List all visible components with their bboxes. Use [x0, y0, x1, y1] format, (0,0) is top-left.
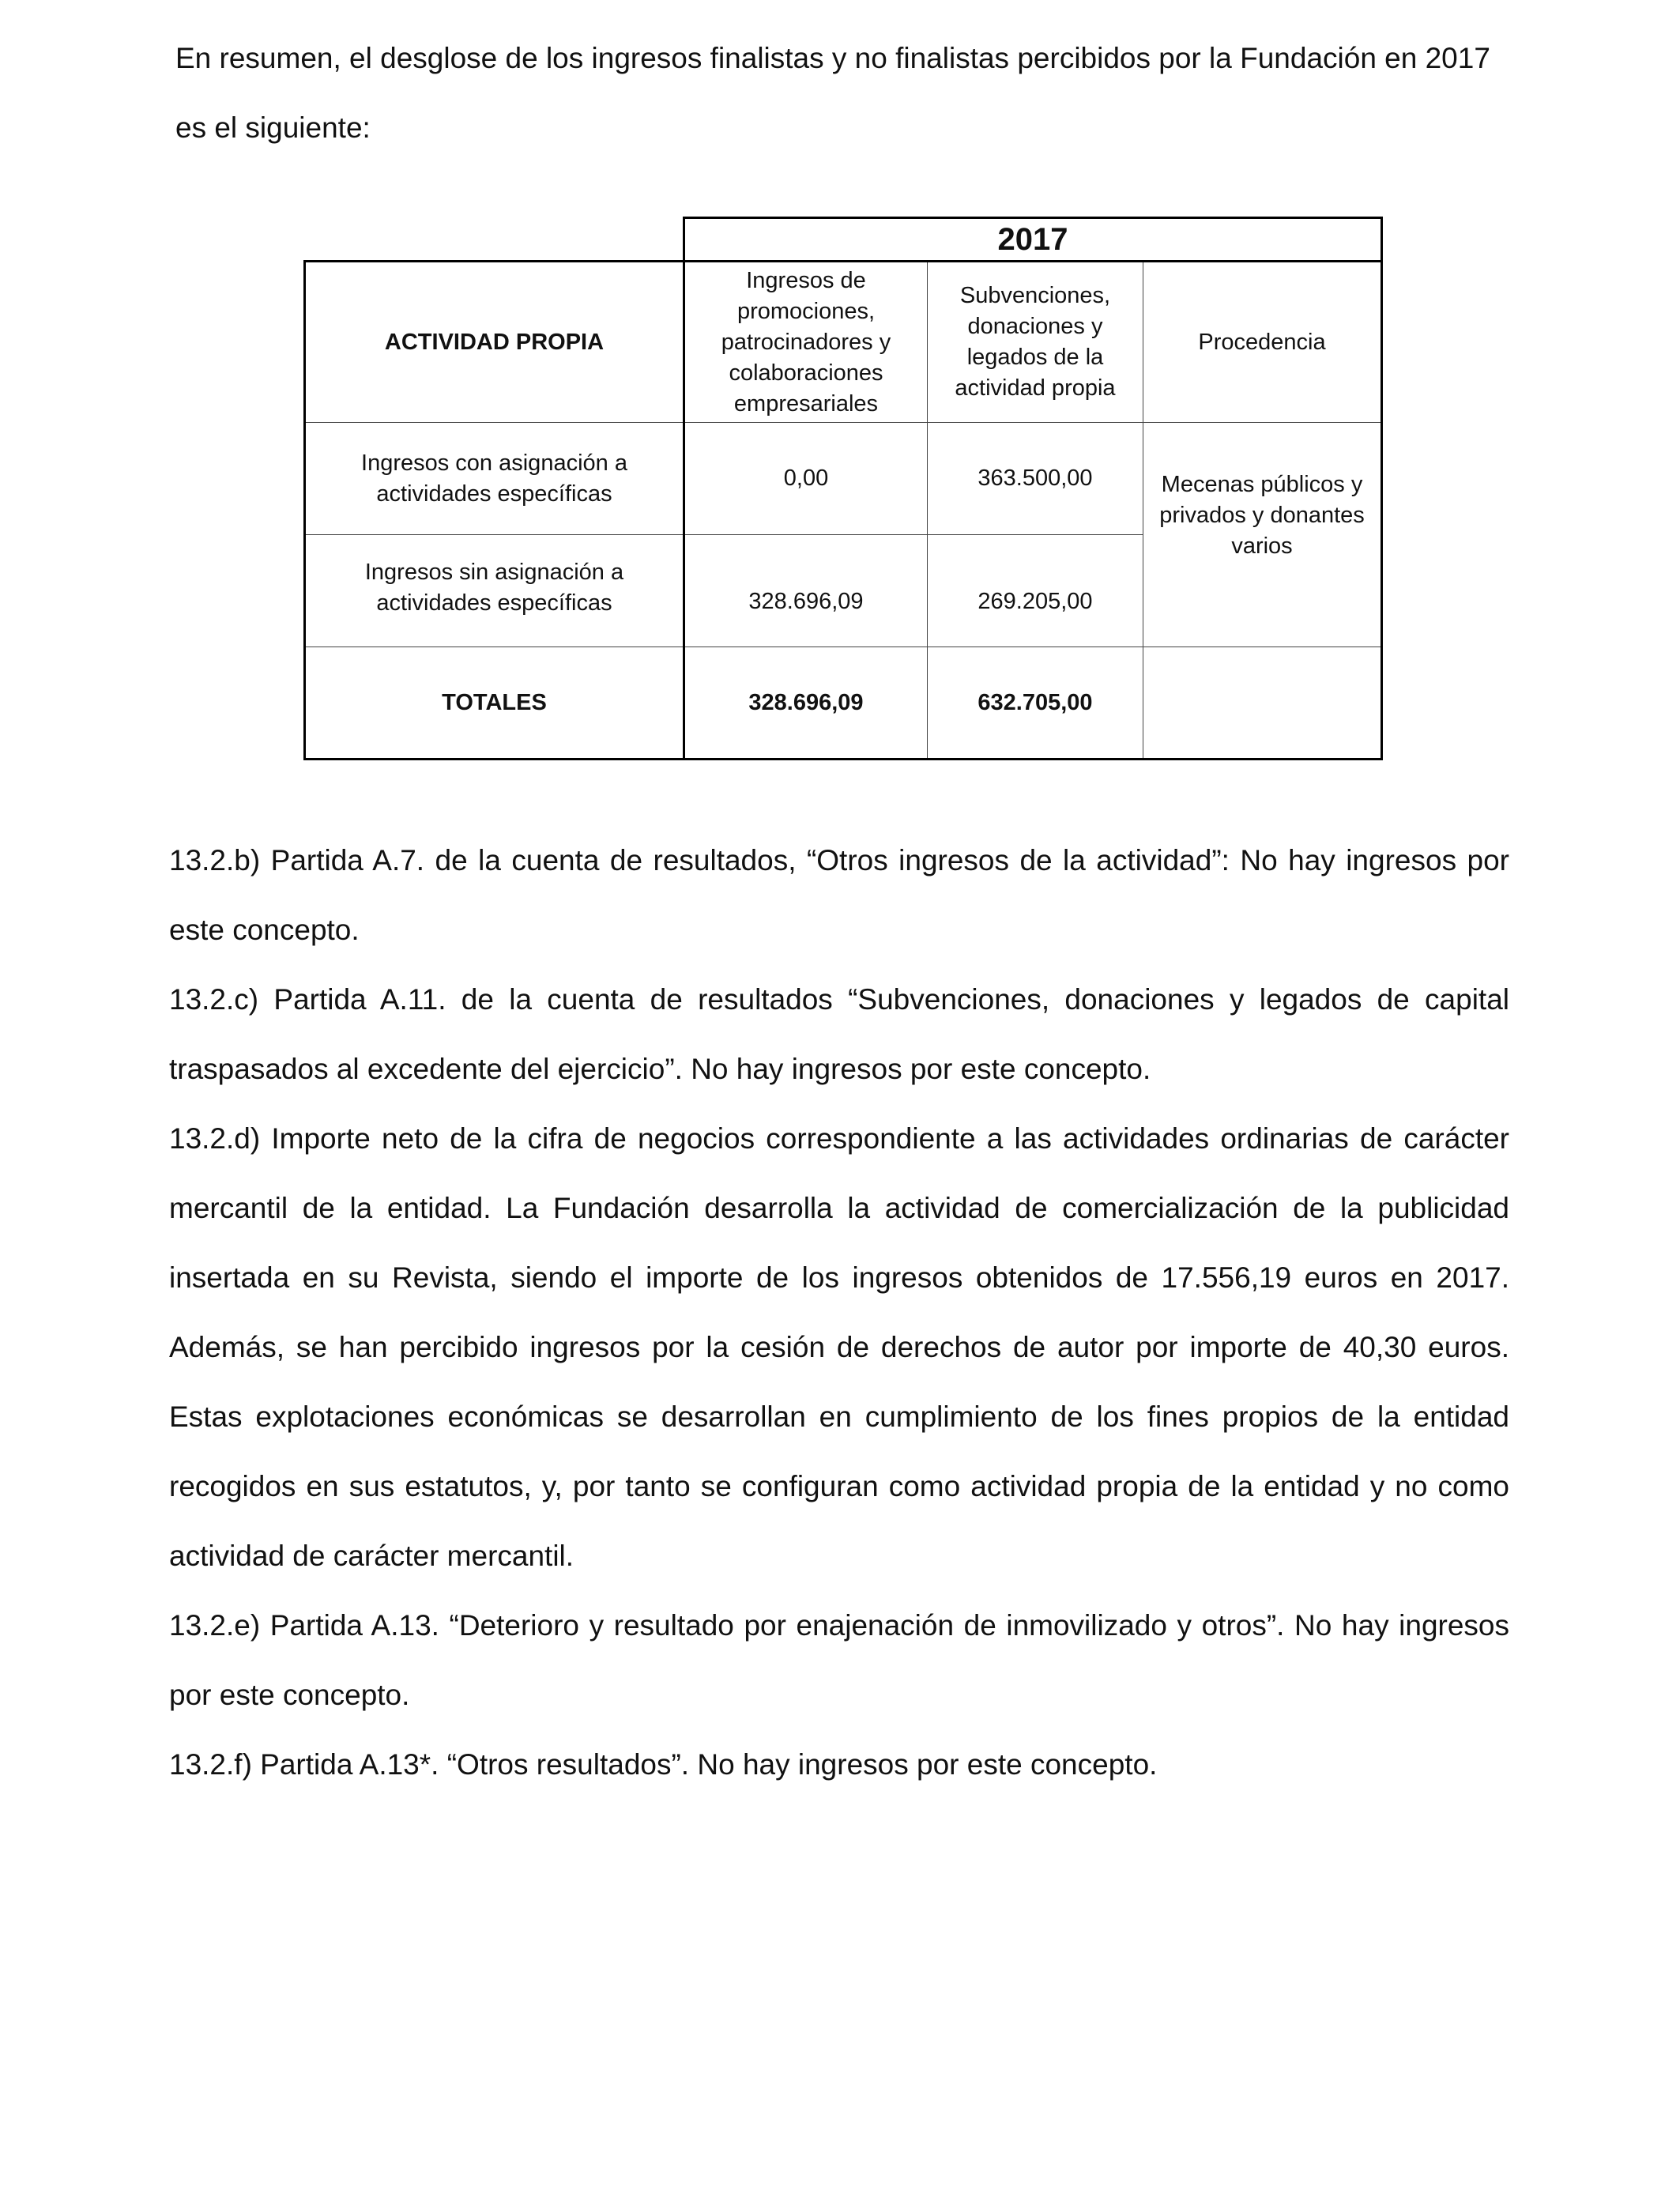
- row-subsidies-value: 363.500,00: [928, 423, 1143, 535]
- row-subsidies-value: 269.205,00: [928, 535, 1143, 647]
- column-header-row: [305, 262, 1382, 423]
- paragraph-13-2-f: 13.2.f) Partida A.13*. “Otros resultados”. No hay ingresos por este concepto.: [169, 1748, 1158, 1781]
- paragraph-13-2-b: 13.2.b) Partida A.7. de la cuenta de resultados, “Otros ingresos de la actividad”: No hay ingresos por este concepto.: [169, 844, 1509, 946]
- totals-row: [305, 647, 1382, 760]
- row-label: Ingresos con asignación a actividades específicas: [305, 423, 684, 535]
- totals-subsidies-value: 632.705,00: [928, 647, 1143, 760]
- year-header-row: [305, 218, 1382, 262]
- totals-origin-value: [1143, 647, 1382, 760]
- row-promotions-value: 328.696,09: [684, 535, 928, 647]
- income-summary-table: [303, 217, 1383, 760]
- activity-header: ACTIVIDAD PROPIA: [305, 262, 684, 423]
- paragraph-13-2-c: 13.2.c) Partida A.11. de la cuenta de resultados “Subvenciones, donaciones y legados de capital traspasados al excedente del ejercicio”. No hay ingresos por este concepto.: [169, 983, 1509, 1085]
- empty-corner-cell: [305, 218, 684, 262]
- income-summary-table-wrapper: [303, 217, 1383, 760]
- row-label: Ingresos sin asignación a actividades específicas: [305, 535, 684, 647]
- row-promotions-value: 0,00: [684, 423, 928, 535]
- origin-value: Mecenas públicos y privados y donantes varios: [1143, 423, 1382, 647]
- paragraph-13-2-e: 13.2.e) Partida A.13. “Deterioro y resultado por enajenación de inmovilizado y otros”. No hay ingresos por este concepto.: [169, 1609, 1509, 1711]
- promotions-income-header: Ingresos de promociones, patrocinadores y colaboraciones empresariales: [684, 262, 928, 423]
- paragraph-13-2-d: 13.2.d) Importe neto de la cifra de negocios correspondiente a las actividades ordinarias de carácter mercantil de la entidad. La Fundación desarrolla la actividad de comercialización de la publicidad insertada en su Revista, siendo el importe de los ingresos obtenidos de 17.556,19 euros en 2017. Además, se han percibido ingresos por la cesión de derechos de autor por importe de 40,30 euros. Estas explotaciones económicas se desarrollan en cumplimiento de los fines propios de la entidad recogidos en sus estatutos, y, por tanto se configuran como actividad propia de la entidad y no como actividad de carácter mercantil.: [169, 1122, 1509, 1572]
- totals-promotions-value: 328.696,09: [684, 647, 928, 760]
- table-row: [305, 423, 1382, 535]
- body-text: [169, 826, 1509, 1800]
- year-header: 2017: [684, 218, 1382, 262]
- intro-paragraph: En resumen, el desglose de los ingresos finalistas y no finalistas percibidos por la Fundación en 2017 es el siguiente:: [175, 42, 1490, 144]
- origin-header: Procedencia: [1143, 262, 1382, 423]
- totals-label: TOTALES: [305, 647, 684, 760]
- subsidies-header: Subvenciones, donaciones y legados de la actividad propia: [928, 262, 1143, 423]
